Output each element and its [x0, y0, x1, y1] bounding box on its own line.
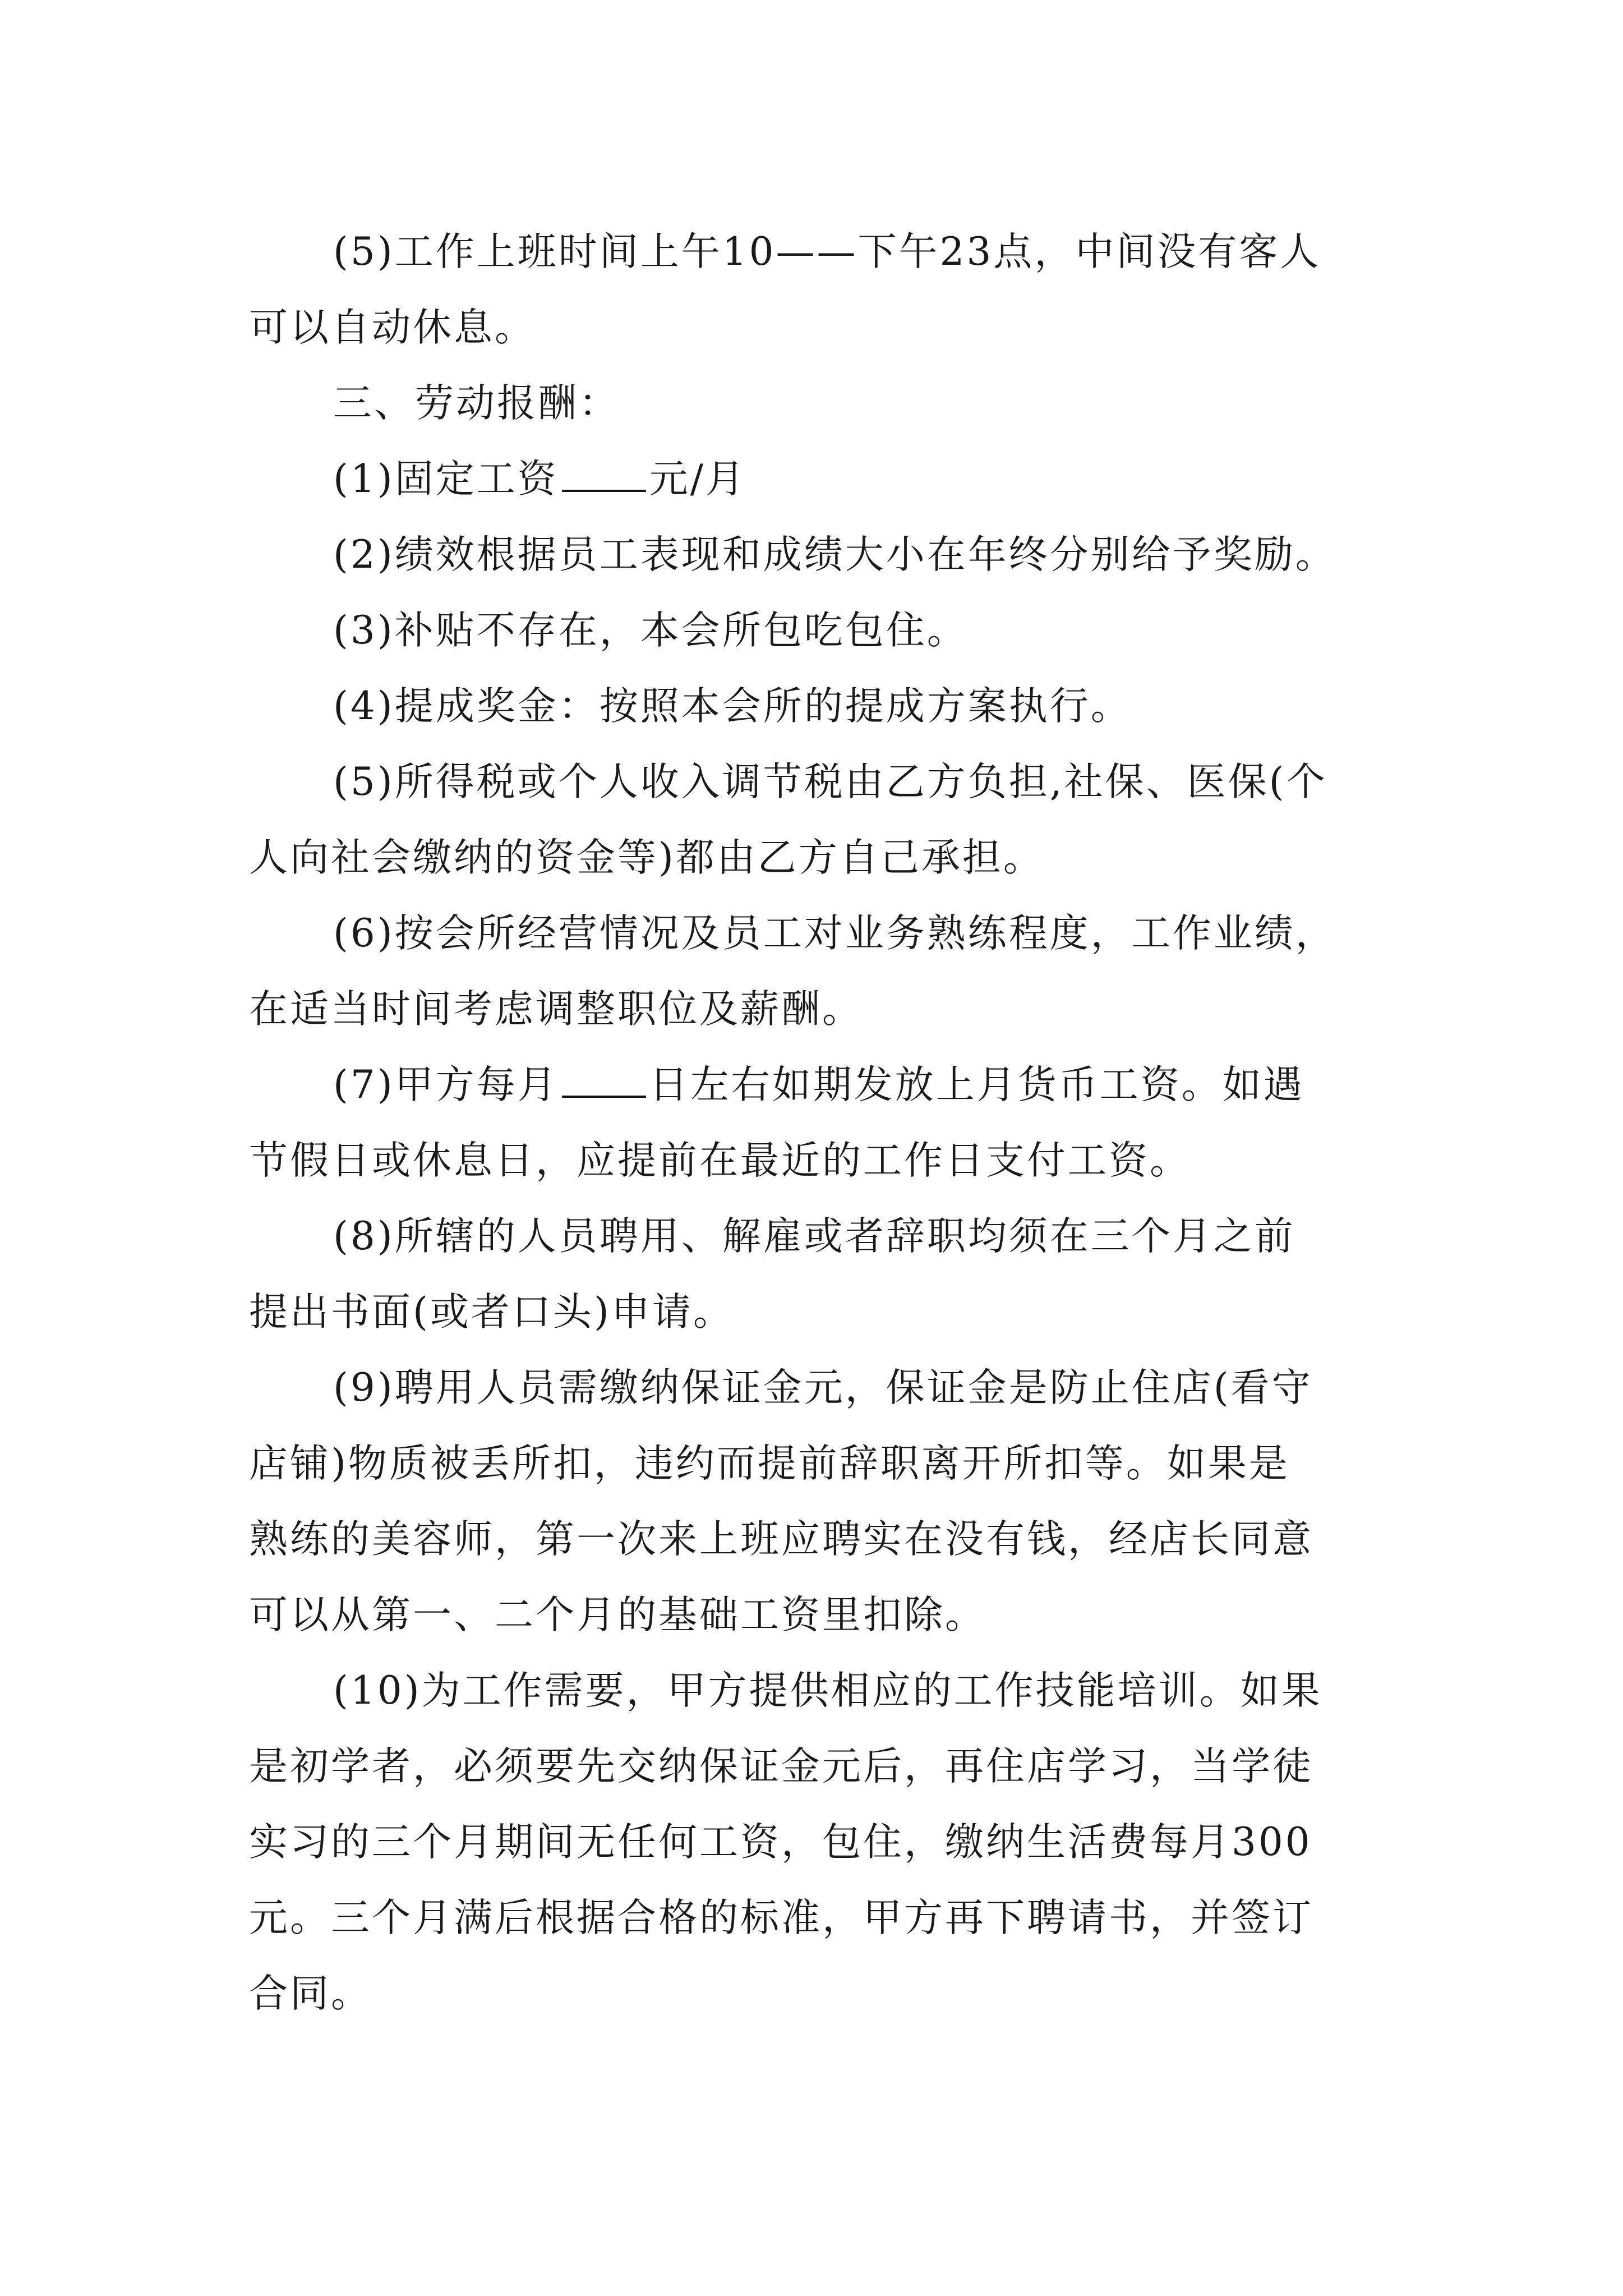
paragraph-deposit	[249, 1350, 1374, 1653]
text-fragment: (1)固定工资	[333, 457, 559, 501]
paragraph-commission	[249, 669, 1374, 744]
text-line: (5)工作上班时间上午10——下午23点，中间没有客人	[333, 229, 1321, 274]
text-line: 熟练的美容师，第一次来上班应聘实在没有钱，经店长同意	[249, 1517, 1313, 1562]
paragraph-training	[249, 1653, 1374, 2032]
paragraph-allowance	[249, 593, 1374, 669]
text-line: (3)补贴不存在，本会所包吃包住。	[333, 608, 968, 653]
fill-in-blank	[562, 455, 646, 492]
document-body	[249, 214, 1374, 2032]
text-line: (10)为工作需要，甲方提供相应的工作技能培训。如果	[333, 1668, 1322, 1713]
section-title: 三、劳动报酬：	[333, 381, 620, 426]
paragraph-payday	[249, 1047, 1374, 1199]
text-line: (8)所辖的人员聘用、解雇或者辞职均须在三个月之前	[333, 1214, 1295, 1259]
paragraph-performance	[249, 517, 1374, 593]
fill-in-blank	[562, 1061, 646, 1098]
text-line: 是初学者，必须要先交纳保证金元后，再住店学习，当学徒	[249, 1744, 1313, 1789]
text-line: (5)所得税或个人收入调节税由乙方负担,社保、医保(个	[333, 760, 1327, 804]
text-line	[249, 1047, 1374, 1123]
text-line: 在适当时间考虑调整职位及薪酬。	[249, 987, 863, 1032]
text-line: (4)提成奖金：按照本会所的提成方案执行。	[333, 684, 1132, 729]
text-line: 合同。	[249, 1971, 372, 2016]
text-fragment: 元/月	[649, 457, 746, 501]
text-line: 节假日或休息日，应提前在最近的工作日支付工资。	[249, 1138, 1191, 1183]
paragraph-work-hours	[249, 214, 1374, 366]
section-heading-labor-pay	[249, 366, 1374, 441]
text-line: (2)绩效根据员工表现和成绩大小在年终分别给予奖励。	[333, 532, 1336, 577]
text-line: 可以自动休息。	[249, 305, 536, 350]
text-line: 可以从第一、二个月的基础工资里扣除。	[249, 1593, 986, 1637]
text-line	[249, 441, 1374, 517]
text-line: 提出书面(或者口头)申请。	[249, 1290, 734, 1335]
paragraph-adjustment	[249, 896, 1374, 1047]
text-fragment: 日左右如期发放上月货币工资。如遇	[649, 1062, 1304, 1107]
paragraph-fixed-salary	[249, 441, 1374, 517]
text-line: 店铺)物质被丢所扣，违约而提前辞职离开所扣等。如果是	[249, 1441, 1290, 1486]
text-fragment: (7)甲方每月	[333, 1062, 559, 1107]
paragraph-tax	[249, 744, 1374, 896]
text-line: 实习的三个月期间无任何工资，包住，缴纳生活费每月300	[249, 1820, 1312, 1865]
text-line: 元。三个月满后根据合格的标准，甲方再下聘请书，并签订	[249, 1895, 1313, 1940]
text-line: (9)聘用人员需缴纳保证金元，保证金是防止住店(看守	[333, 1365, 1313, 1410]
text-line: (6)按会所经营情况及员工对业务熟练程度，工作业绩，	[333, 911, 1336, 956]
text-line: 人向社会缴纳的资金等)都由乙方自己承担。	[249, 835, 1044, 880]
paragraph-resignation	[249, 1199, 1374, 1350]
